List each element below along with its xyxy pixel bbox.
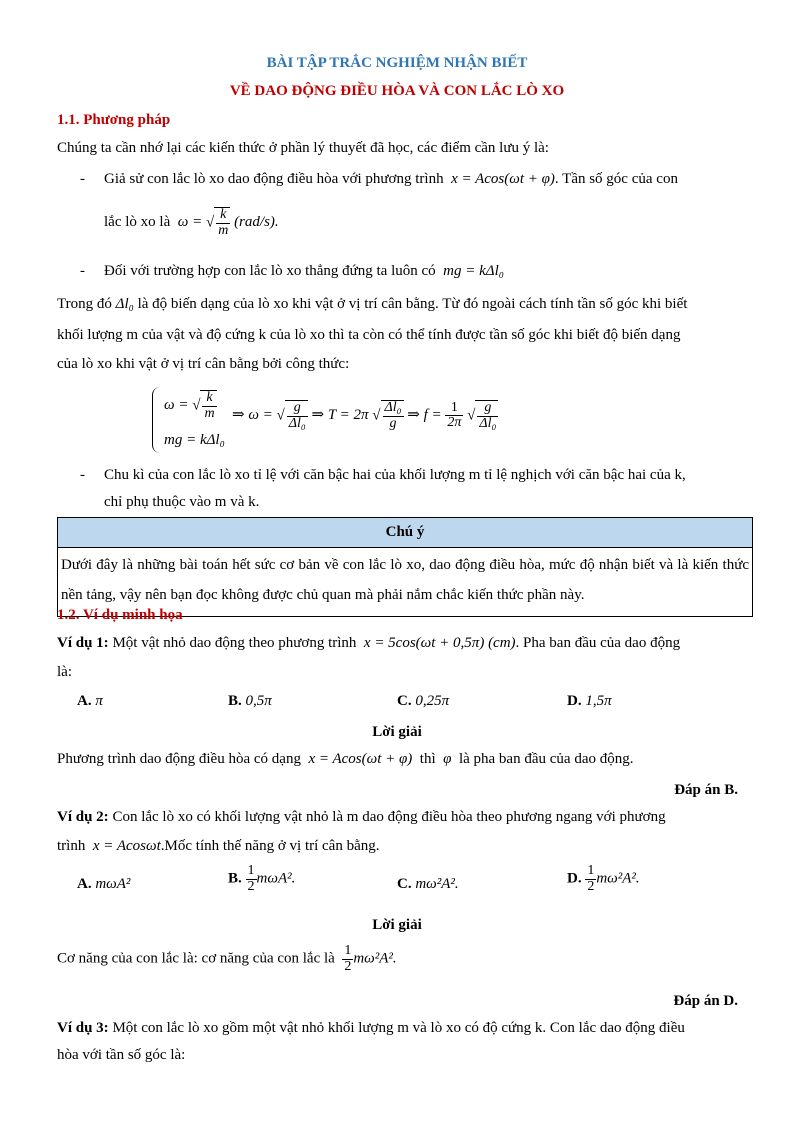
section-heading-method: 1.1. Phương pháp [57, 112, 171, 128]
bullet-dash: - [80, 263, 85, 279]
p2-part-a: Trong đó [57, 296, 112, 312]
paragraph-2-line-1 [57, 295, 687, 313]
sqrt-k-over-m: √ $\frac{k}{m}$ [205, 207, 229, 238]
sol1-phi: φ [443, 751, 452, 767]
option-d-key: D. [567, 693, 582, 709]
omega-eq: ω = [177, 214, 203, 231]
arrow-omega: ⇒ ω = [232, 407, 273, 424]
sol1-part-b: thì [419, 751, 436, 767]
example-3-line-2: hòa với tần số góc là: [57, 1047, 186, 1063]
answer-1: Đáp án B. [674, 782, 738, 798]
ex2-option-a-value: mωA² [95, 876, 131, 892]
example-2-text-b: trình [57, 838, 86, 854]
option-a-key: A. [77, 693, 92, 709]
half-d: 2 [247, 878, 255, 894]
ex2-option-a[interactable] [77, 875, 130, 893]
option-a-value: π [95, 693, 103, 709]
bullet-1-part-c: lắc lò xo là [104, 214, 171, 231]
frac-k-2: k [202, 391, 216, 407]
solution-1-text [57, 750, 633, 768]
option-c[interactable] [397, 692, 449, 710]
example-1-line-1 [57, 634, 680, 652]
paragraph-2-line-2: khối lượng m của vật và độ cứng k của lò xo thì ta còn có thể tính được tần số góc khi biết độ biến dạng [57, 327, 681, 343]
frac-k: k [216, 208, 230, 224]
ex2-option-b-value: mωA². [256, 870, 296, 887]
frac-g: g [287, 401, 308, 417]
example-2-line-1 [57, 808, 666, 826]
paragraph-2-line-3: của lò xo khi vật ở vị trí cân bằng bởi công thức: [57, 356, 350, 372]
title-line-2: VỀ DAO ĐỘNG ĐIỀU HÒA VÀ CON LẮC LÒ XO [229, 83, 565, 99]
equation-equilibrium: mg = kΔl₀ [443, 263, 504, 279]
frac-1-2pi [445, 401, 463, 431]
option-d[interactable] [567, 692, 612, 710]
section-heading-examples: 1.2. Ví dụ minh họa [57, 607, 183, 623]
ex2-option-a-key: A. [77, 876, 92, 892]
option-c-key: C. [397, 693, 412, 709]
bullet-dash: - [80, 467, 85, 483]
note-body: Dưới đây là những bài toán hết sức cơ bản về con lắc lò xo, dao động điều hòa, mức độ nhận biết và là kiến thức nền tảng, vậy nên bạn đọc không được chủ quan mà phải nắm chắc kiến thức phần này. [61, 557, 749, 603]
ex2-option-c-key: C. [397, 876, 412, 892]
example-1-line-2: là: [57, 664, 72, 680]
example-1-text-b: . Pha ban đầu của dao động [515, 635, 681, 651]
bullet-3-line-2: chỉ phụ thuộc vào m và k. [104, 494, 260, 510]
solution-label-2: Lời giải [372, 917, 422, 933]
frac-g-3: g [477, 401, 498, 417]
example-3-label: Ví dụ 3: [57, 1020, 109, 1036]
formula-mg: mg = kΔl₀ [164, 432, 225, 448]
example-1-equation: x = 5cos(ωt + 0,5π) (cm) [363, 635, 516, 651]
frac-m: m [218, 222, 229, 238]
half-n: 1 [247, 863, 255, 878]
example-1-label: Ví dụ 1: [57, 635, 109, 651]
paragraph-intro: Chúng ta cần nhớ lại các kiến thức ở phần lý thuyết đã học, các điểm cần lưu ý là: [57, 140, 549, 156]
ex2-option-d-key: D. [567, 870, 582, 887]
ex2-option-c-value: mω²A². [415, 876, 459, 892]
half-frac-2 [585, 864, 596, 894]
ex2-option-c[interactable] [397, 875, 459, 893]
bullet-1-part-b: . Tần số góc của con [554, 171, 678, 187]
answer-2: Đáp án D. [673, 993, 738, 1009]
bullet-1-text [104, 170, 678, 188]
half-d-3: 2 [344, 958, 352, 974]
sol2-equation: mω²A². [353, 950, 397, 967]
solution-label-1: Lời giải [372, 724, 422, 740]
example-2-line-2 [57, 837, 380, 855]
sqrt-k-over-m-2: √ $\frac{k}{m}$ [192, 390, 215, 421]
p2-part-b: là độ biến dạng của lò xo khi vật ở vị trí cân bằng. Từ đó ngoài cách tính tần số góc khi biết [137, 296, 688, 312]
omega-eq-2: ω = [164, 397, 189, 414]
option-c-value: 0,25π [415, 693, 450, 709]
formula-chain [232, 400, 498, 431]
arrow-f: ⇒ f = [407, 407, 442, 424]
frac-2pi: 2π [447, 415, 462, 431]
example-2-equation: x = Acosωt [92, 838, 161, 854]
ex2-option-b[interactable] [228, 864, 295, 894]
note-heading: Chú ý [58, 518, 752, 548]
bullet-dash: - [80, 171, 85, 187]
ex2-option-d[interactable] [567, 864, 640, 894]
sol1-equation: x = Acos(ωt + φ) [308, 751, 413, 767]
half-frac-3 [342, 944, 353, 974]
half-d-2: 2 [587, 878, 595, 894]
delta-l0: Δl₀ [115, 296, 134, 312]
option-b[interactable] [228, 692, 272, 710]
bullet-1-line-2 [104, 207, 279, 238]
unit-rad-s: (rad/s). [234, 214, 279, 231]
example-2-label: Ví dụ 2: [57, 809, 109, 825]
solution-2-text [57, 944, 397, 974]
example-3-text-a: Một con lắc lò xo gồm một vật nhỏ khối lượng m và lò xo có độ cứng k. Con lắc dao động điều [112, 1020, 685, 1036]
title-line-1: BÀI TẬP TRẮC NGHIỆM NHẬN BIẾT [266, 55, 528, 71]
example-2-text-c: .Mốc tính thế năng ở vị trí cân bằng. [160, 838, 380, 854]
example-1-text-a: Một vật nhỏ dao động theo phương trình [112, 635, 357, 651]
example-2-text-a: Con lắc lò xo có khối lượng vật nhỏ là m dao động điều hòa theo phương ngang với phương [112, 809, 666, 825]
ex2-option-d-value: mω²A². [596, 870, 640, 887]
sol1-part-a: Phương trình dao động điều hòa có dạng [57, 751, 301, 767]
formula-omega-k-m [164, 390, 217, 421]
sol2-part-a: Cơ năng của con lắc là: cơ năng của con lắc là [57, 950, 335, 967]
bullet-2-text [104, 262, 504, 280]
bullet-3-line-1: Chu kì của con lắc lò xo tỉ lệ với căn bậc hai của khối lượng m tỉ lệ nghịch với căn bậc hai của k, [104, 467, 686, 483]
half-n-3: 1 [344, 943, 352, 958]
option-d-value: 1,5π [585, 693, 612, 709]
frac-one: 1 [445, 401, 463, 417]
sqrt-g-dl-2: √ $\frac{g}{\text{Δl₀}}$ [467, 400, 497, 431]
frac-m-2: m [204, 405, 215, 421]
example-3-line-1 [57, 1019, 685, 1037]
equation-harmonic: x = Acos(ωt + φ) [451, 171, 555, 187]
half-n-2: 1 [587, 863, 595, 878]
arrow-T: ⇒ T = 2π [311, 407, 369, 424]
sqrt-dl-g: √ $\frac{\text{Δl₀}}{g}$ [372, 400, 402, 431]
brace-symbol [152, 387, 161, 453]
bullet-1-part-a: Giả sử con lắc lò xo dao động điều hòa với phương trình [104, 171, 444, 187]
frac-dl: Δl₀ [288, 415, 306, 431]
half-frac [246, 864, 257, 894]
option-b-key: B. [228, 693, 242, 709]
frac-dl-3: Δl₀ [479, 415, 497, 431]
ex2-option-b-key: B. [228, 870, 242, 887]
frac-dl-2: Δl₀ [384, 400, 402, 415]
option-a[interactable] [77, 692, 103, 710]
note-box [57, 517, 753, 617]
sqrt-g-dl: √ $\frac{g}{\text{Δl₀}}$ [276, 400, 306, 431]
frac-g-2: g [389, 415, 397, 431]
option-b-value: 0,5π [245, 693, 272, 709]
bullet-2-part: Đối với trường hợp con lắc lò xo thẳng đứng ta luôn có [104, 263, 436, 279]
sol1-part-c: là pha ban đầu của dao động. [458, 751, 634, 767]
